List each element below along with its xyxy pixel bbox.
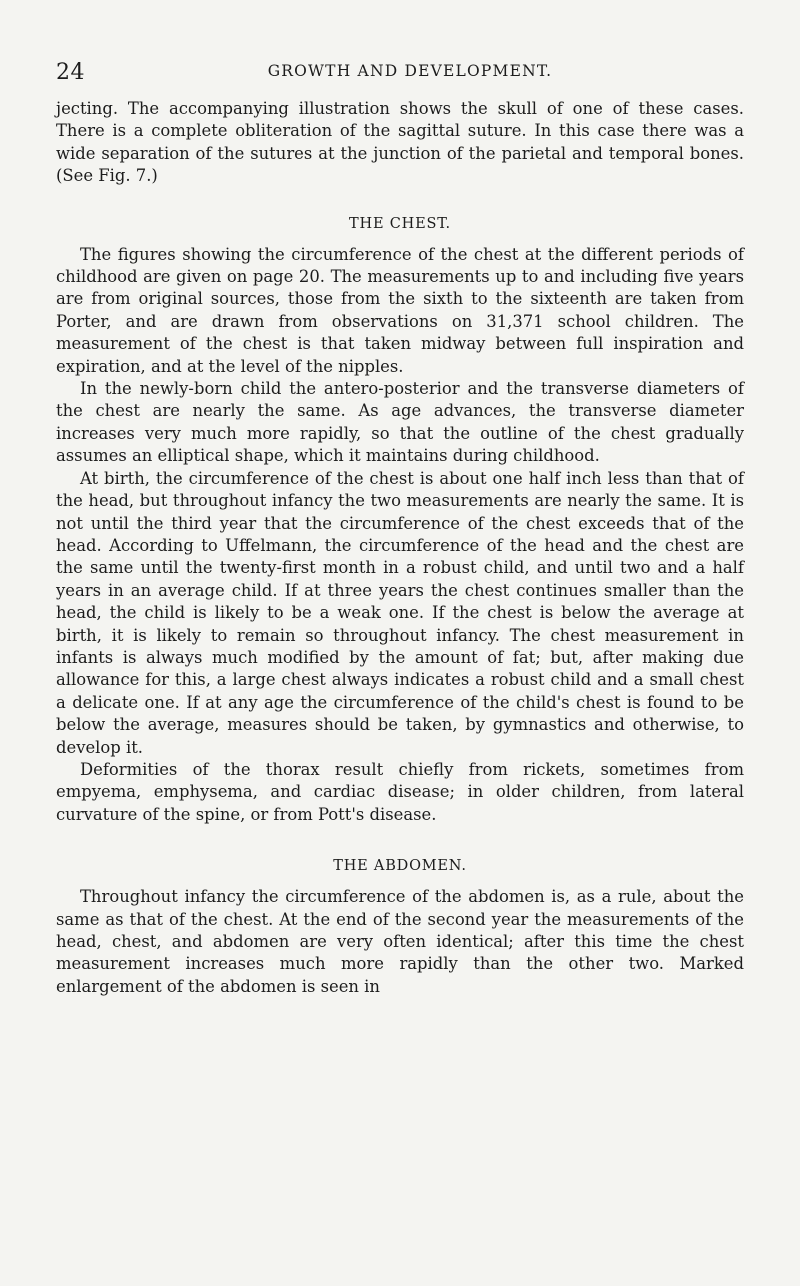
paragraph-chest-circumference: At birth, the circumference of the chest is about one half inch less than that of the head, but throughout infancy the two measurements are nearly the same. It is not until the third year that the circumference of the chest exceeds that of the head. According to Uffelmann, the circumference of the head and the chest are the same until the twenty-first month in a robust child, and until two and a half years in an average child. If at three years the chest continues smaller than the head, the child is likely to be a weak one. If the chest is below the average at birth, it is likely to remain so throughout infancy. The chest measurement in infants is always much modified by the amount of fat; but, after making due allowance for this, a large chest always indicates a robust child and a small chest a delicate one. If at any age the circumference of the child's chest is found to be below the average, measures should be taken, by gymnastics and otherwise, to develop it. xyxy=(56,468,744,757)
running-head xyxy=(56,58,746,86)
paragraph-skull-continuation: jecting. The accompanying illustration shows the skull of one of these cases. There is a complete obliteration of the sagittal suture. In this case there was a wide separation of the sutures at the junction of the parietal and temporal bones. (See Fig. 7.) xyxy=(56,99,744,186)
section-heading-chest: THE CHEST. xyxy=(349,215,451,232)
section-heading-abdomen: THE ABDOMEN. xyxy=(333,858,467,875)
paragraph-chest-diameters: In the newly-born child the antero-posterior and the transverse diameters of the chest are nearly the same. As age advances, the transverse diameter increases very much more rapidly, so that the outline of the chest gradually assumes an elliptical shape, which it maintains during childhood. xyxy=(56,379,744,466)
body-text xyxy=(56,98,744,998)
paragraph-thorax-deformities: Deformities of the thorax result chiefly from rickets, sometimes from empyema, emphysema, and cardiac disease; in older children, from lateral curvature of the spine, or from Pott's disease. xyxy=(56,759,744,824)
running-title: GROWTH AND DEVELOPMENT. xyxy=(267,62,553,80)
paragraph-chest-figures: The figures showing the circumference of the chest at the different periods of childhood are given on page 20. The measurements up to and including five years are from original sources, those from the sixth to the sixteenth are taken from Porter, and are drawn from observations on 31,371 school children. The measurement of the chest is that taken midway between full inspiration and expiration, and at the level of the nipples. xyxy=(56,244,744,376)
paragraph-abdomen: Throughout infancy the circumference of the abdomen is, as a rule, about the same as that of the chest. At the end of the second year the measurements of the head, chest, and abdomen are very often identical; after this time the chest measurement increases much more rapidly than the other two. Marked enlargement of the abdomen is seen in xyxy=(56,887,744,996)
page-number: 24 xyxy=(56,60,85,85)
